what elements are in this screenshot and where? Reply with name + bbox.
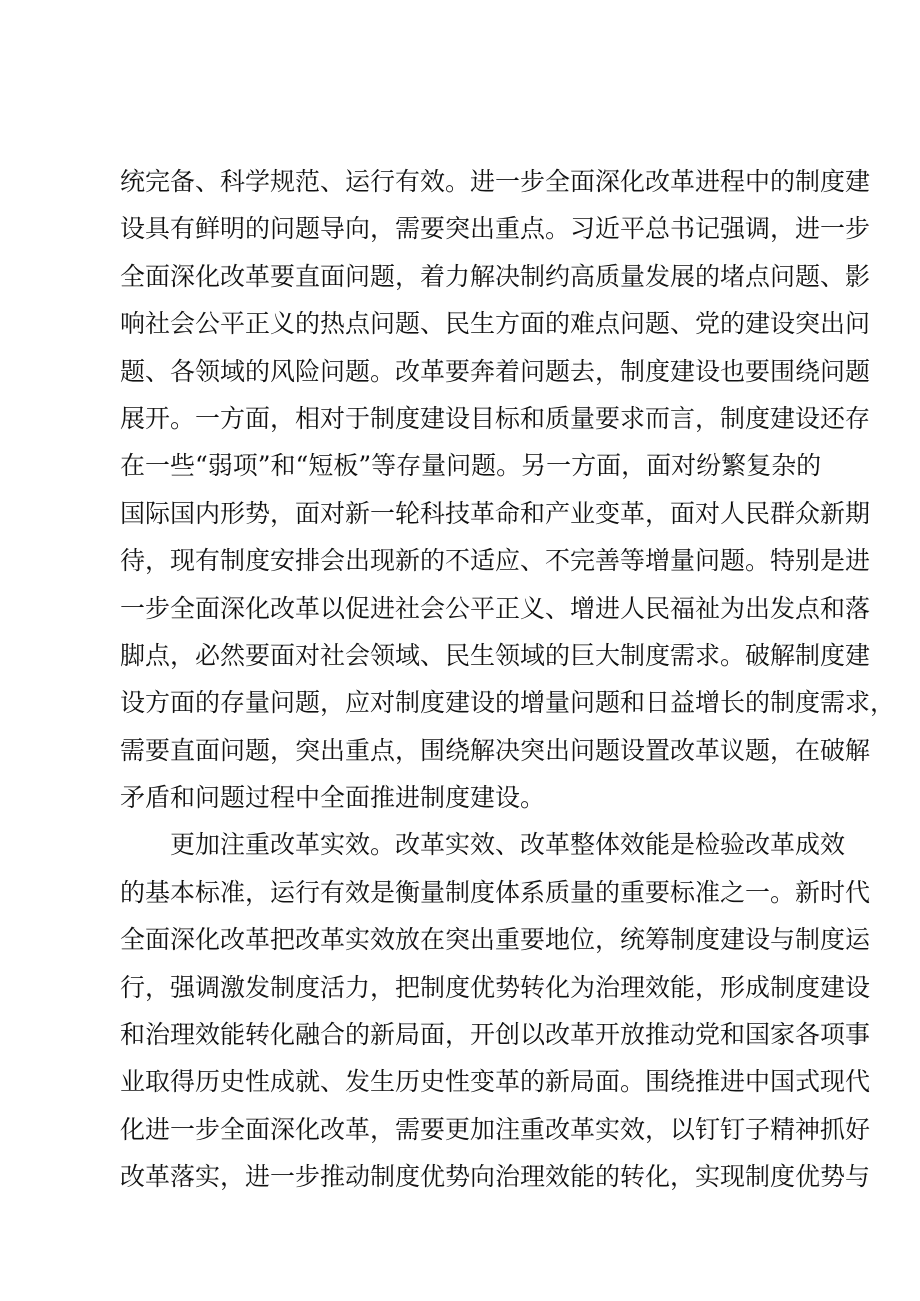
text-line: 业取得历史性成就、发生历史性变革的新局面。围绕推进中国式现代 bbox=[120, 1067, 871, 1097]
text-line: 一步全面深化改革以促进社会公平正义、增进人民福祉为出发点和落 bbox=[120, 593, 871, 623]
text-line: 展开。一方面，相对于制度建设目标和质量要求而言，制度建设还存 bbox=[120, 403, 871, 433]
text-line: 题、各领域的风险问题。改革要奔着问题去，制度建设也要围绕问题 bbox=[120, 356, 871, 386]
text-line: 和治理效能转化融合的新局面，开创以改革开放推动党和国家各项事 bbox=[120, 1020, 871, 1050]
text-line: 设方面的存量问题，应对制度建设的增量问题和日益增长的制度需求， bbox=[120, 688, 896, 718]
text-line: 改革落实，进一步推动制度优势向治理效能的转化，实现制度优势与 bbox=[120, 1162, 871, 1192]
text-line: 脚点，必然要面对社会领域、民生领域的巨大制度需求。破解制度建 bbox=[120, 640, 871, 670]
text-line: 需要直面问题，突出重点，围绕解决突出问题设置改革议题，在破解 bbox=[120, 735, 871, 765]
text-line: 的基本标准，运行有效是衡量制度体系质量的重要标准之一。新时代 bbox=[120, 877, 871, 907]
text-line: 全面深化改革把改革实效放在突出重要地位，统筹制度建设与制度运 bbox=[120, 925, 871, 955]
body-text bbox=[120, 158, 896, 1201]
text-line: 更加注重改革实效。改革实效、改革整体效能是检验改革成效 bbox=[170, 830, 846, 860]
text-line: 统完备、科学规范、运行有效。进一步全面深化改革进程中的制度建 bbox=[120, 167, 871, 196]
text-line: 行，强调激发制度活力，把制度优势转化为治理效能，形成制度建设 bbox=[120, 972, 871, 1002]
text-line: 全面深化改革要直面问题，着力解决制约高质量发展的堵点问题、影 bbox=[120, 261, 871, 291]
text-line: 响社会公平正义的热点问题、民生方面的难点问题、党的建设突出问 bbox=[120, 309, 871, 339]
text-line: 待，现有制度安排会出现新的不适应、不完善等增量问题。特别是进 bbox=[120, 546, 871, 576]
text-line: 化进一步全面深化改革，需要更加注重改革实效，以钉钉子精神抓好 bbox=[120, 1114, 871, 1144]
text-line: 设具有鲜明的问题导向，需要突出重点。习近平总书记强调，进一步 bbox=[120, 214, 871, 244]
paragraph-1 bbox=[120, 158, 896, 821]
text-line: 在一些“弱项”和“短板”等存量问题。另一方面，面对纷繁复杂的 bbox=[120, 451, 822, 481]
text-line: 国际国内形势，面对新一轮科技革命和产业变革，面对人民群众新期 bbox=[120, 498, 871, 528]
paragraph-2 bbox=[120, 821, 871, 1200]
text-line: 矛盾和问题过程中全面推进制度建设。 bbox=[120, 783, 546, 813]
